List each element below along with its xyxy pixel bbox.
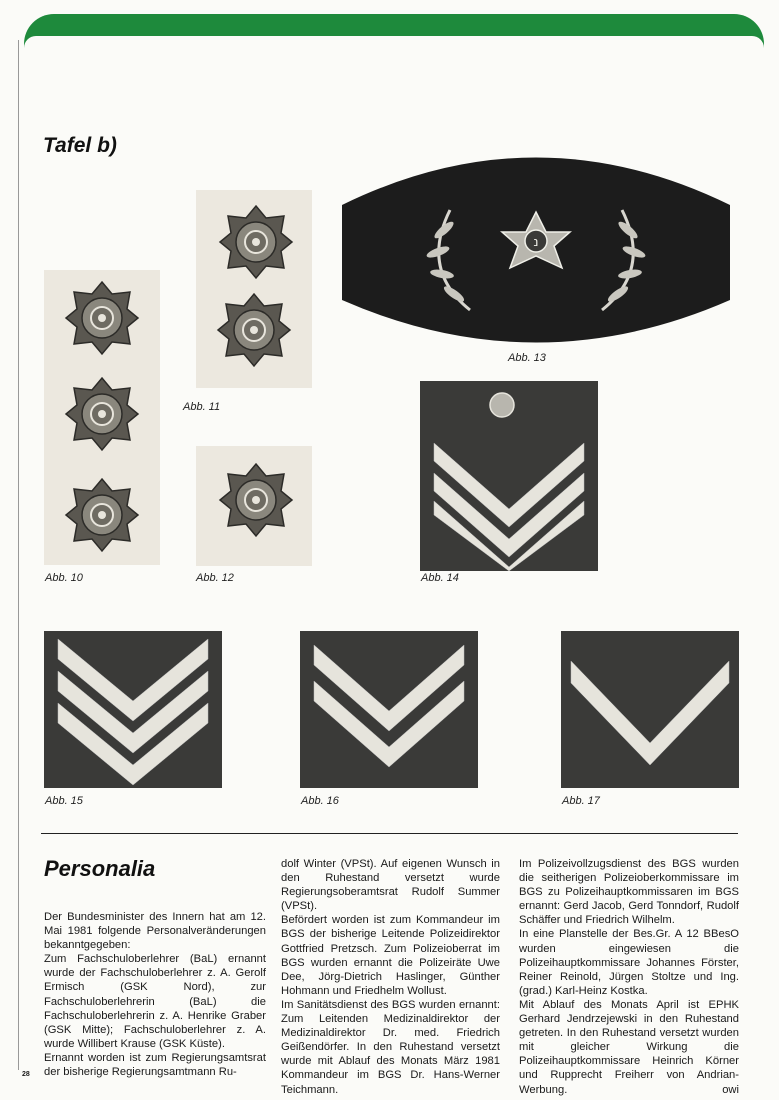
paragraph: Befördert worden ist zum Kommandeur im BGS der bisherige Leitende Polizeidirektor Gottfried Pretzsch. Zum Polizeioberrat im BGS wurden ernannt die Polizeiräte Uwe Dee, Jörg-Dietrich Haslinger, Günther Hohmann und Friedhelm Wollust. bbox=[281, 914, 500, 997]
caption-abb-11: Abb. 11 bbox=[183, 401, 221, 413]
figure-abb-14-chevrons bbox=[420, 381, 598, 571]
figure-abb-11-stars bbox=[196, 190, 312, 388]
caption-abb-10: Abb. 10 bbox=[45, 572, 83, 584]
paragraph: Ernannt worden ist zum Regierungsamtsrat der bisherige Regierungsamtmann Ru- bbox=[44, 1051, 266, 1079]
caption-abb-12: Abb. 12 bbox=[196, 572, 234, 584]
figure-abb-16-chevrons bbox=[300, 631, 478, 788]
caption-abb-17: Abb. 17 bbox=[562, 795, 600, 807]
figure-abb-12-star bbox=[196, 446, 312, 566]
caption-abb-15: Abb. 15 bbox=[45, 795, 83, 807]
page-edge-line bbox=[18, 40, 19, 1070]
caption-abb-16: Abb. 16 bbox=[301, 795, 339, 807]
paragraph-text: Mit Ablauf des Monats April ist EPHK Gerhard Jendrzejewski in den Ruhestand getreten. In den Ruhestand versetzt wurden mit gleicher Wirkung die Polizeihauptkommissare Heinrich Körner und Rupprecht Freiherr von Andrian-Werbung. bbox=[519, 998, 739, 1096]
section-divider bbox=[41, 833, 738, 834]
caption-abb-14: Abb. 14 bbox=[421, 572, 459, 584]
paragraph: Der Bundesminister des Innern hat am 12. Mai 1981 folgende Personalveränderungen bekanntgegeben: bbox=[44, 911, 266, 952]
text-column-3 bbox=[519, 857, 739, 1097]
paragraph: Im Polizeivollzugsdienst des BGS wurden die seitherigen Polizeioberkommissare im BGS zu Polizeihauptkommissaren im BGS ernannt: Gerd Jacob, Gerd Tonndorf, Rudolf Schäffer und Friedrich Wilhelm. bbox=[519, 858, 739, 927]
text-column-1 bbox=[44, 910, 266, 1079]
paragraph: In eine Planstelle der Bes.Gr. A 12 BBesO wurden eingewiesen die Polizeihauptkommissare Johannes Förster, Reiner Reinold, Jürgen Stoltze und Ing. (grad.) Karl-Heinz Kostka. bbox=[519, 928, 739, 997]
paragraph: Im Sanitätsdienst des BGS wurden ernannt: Zum Leitenden Medizinaldirektor der Medizinaldirektor Dr. med. Friedrich Geißendörfer. In den Ruhestand versetzt wurde mit Ablauf des Monats März 1981 Kommandeur im BGS Dr. Hans-Werner Teichmann. bbox=[281, 998, 500, 1096]
emblem-lettering: נ bbox=[533, 235, 539, 250]
text-column-2 bbox=[281, 857, 500, 1097]
plate-heading: Tafel b) bbox=[43, 134, 117, 157]
paragraph bbox=[519, 998, 739, 1097]
figure-abb-10-stars bbox=[44, 270, 160, 565]
figure-abb-17-chevron bbox=[561, 631, 739, 788]
author-signoff: owi bbox=[722, 1083, 739, 1096]
section-title-personalia: Personalia bbox=[44, 856, 156, 881]
figure-abb-13-armband bbox=[340, 140, 732, 350]
figure-abb-15-chevrons bbox=[44, 631, 222, 788]
paragraph: dolf Winter (VPSt). Auf eigenen Wunsch in den Ruhestand versetzt wurde Regierungsoberamtsrat Rudolf Summer (VPSt). bbox=[281, 858, 500, 913]
caption-abb-13: Abb. 13 bbox=[508, 352, 546, 364]
page-number: 28 bbox=[22, 1071, 30, 1078]
green-header-band bbox=[24, 14, 764, 50]
paragraph: Zum Fachschuloberlehrer (BaL) ernannt wurde der Fachschuloberlehrer z. A. Gerolf Ermisch (GSK Nord), zur Fachschuloberlehrerin (BaL) die Fachschuloberlehrerin z. A. Henrike Graber (GSK Mitte); Fachschuloberlehrer z. A. wurde Willibert Krause (GSK Küste). bbox=[44, 953, 266, 1050]
